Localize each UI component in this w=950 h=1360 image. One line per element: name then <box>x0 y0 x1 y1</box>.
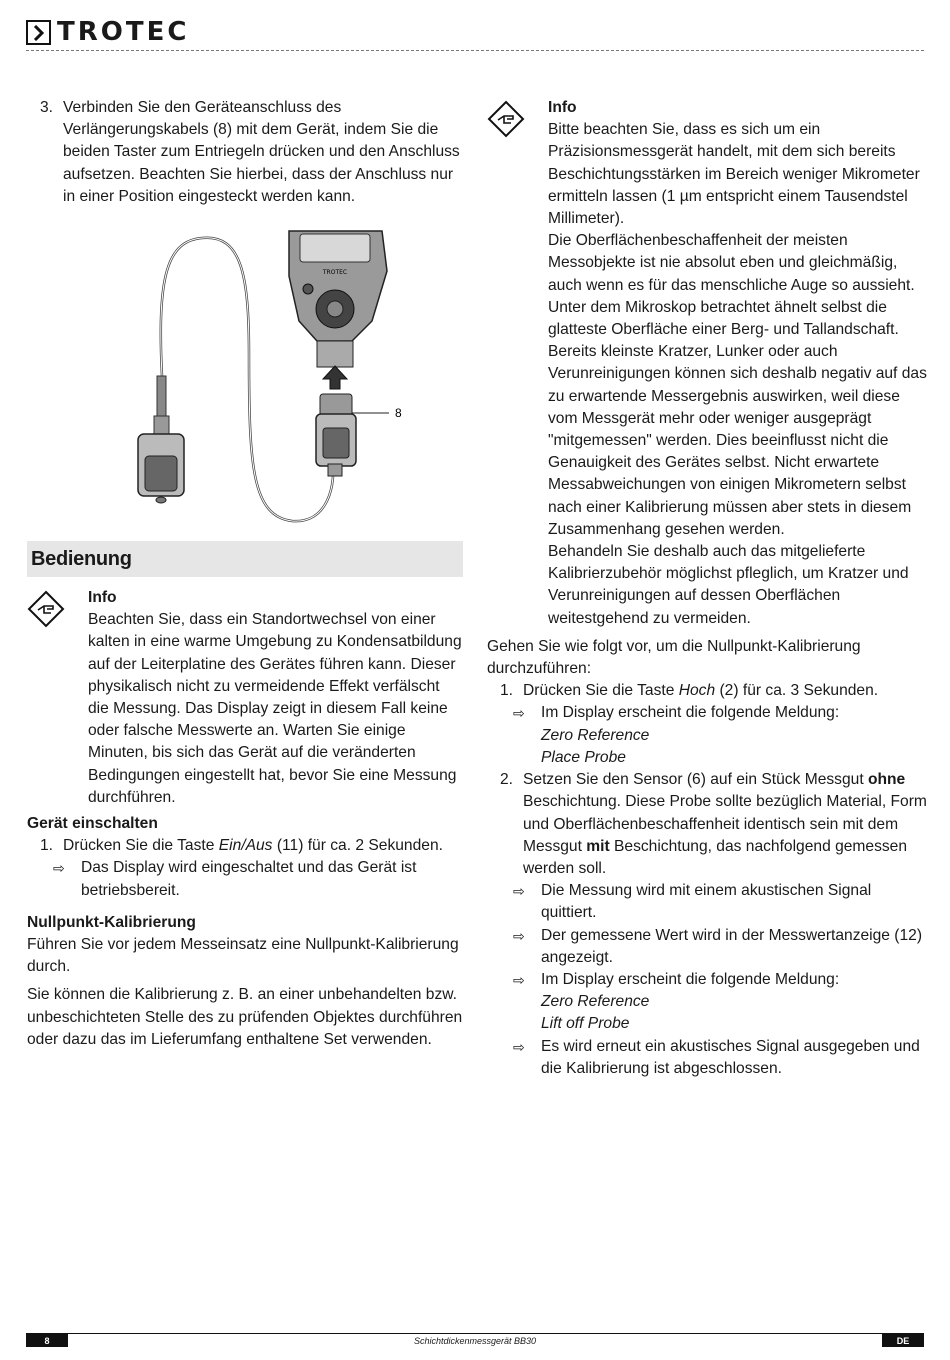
info-hand-icon <box>27 587 88 809</box>
step-power-on <box>27 835 463 857</box>
step-2 <box>487 769 927 880</box>
paragraph: Sie können die Kalibrierung z. B. an einer unbehandelten bzw. unbeschichteten Stelle des zu prüfenden Objektes durchführen oder dazu das im Lieferumfang enthaltene Set verwenden. <box>27 986 463 1048</box>
header-divider <box>26 50 924 51</box>
emphasis: ohne <box>867 771 906 789</box>
step-text: Beschichtung. Diese Probe sollte bezüglich Material, Form und Oberflächenbeschaffenheit identisch sein mit dem Messgut <box>523 793 927 855</box>
trotec-logo <box>26 17 190 47</box>
section-title-bedienung: Bedienung <box>27 541 463 577</box>
info-text: Behandeln Sie deshalb auch das mitgelieferte Kalibrierzubehör möglichst pfleglich, um Kratzer und Verunreinigungen auf dessen Oberflächen weitestgehend zu vermeiden. <box>548 543 909 627</box>
figure-callout-8: 8 <box>395 406 402 421</box>
step-text: Drücken Sie die Taste <box>523 682 679 700</box>
info-text: Beachten Sie, dass ein Standortwechsel von einer kalten in eine warme Umgebung zu Kondensatbildung auf der Leiterplatine des Gerätes führen kann. Dieser physikalisch nicht zu vermeidende Effekt verfälscht die Messung. Das Display zeigt in diesem Fall keine oder falsche Messwerte an. Warten Sie einige Minuten, bis sich das Gerät auf die veränderten Bedingungen eingestellt hat, bevor Sie eine Messung durchführen. <box>88 611 462 806</box>
page-number: 8 <box>26 1334 68 1347</box>
emphasis: mit <box>586 837 610 855</box>
info-box-condensation <box>27 587 463 809</box>
info-title: Info <box>548 99 577 116</box>
step-number: 1. <box>499 682 513 700</box>
step-text: Drücken Sie die Taste <box>63 837 219 855</box>
result-item <box>487 880 927 924</box>
result-item <box>487 702 927 769</box>
paragraph: Führen Sie vor jedem Messeinsatz eine Nullpunkt-Kalibrierung durch. <box>27 936 459 976</box>
logo-chevron-icon <box>26 20 51 45</box>
step-text: Beschichtung, das nachfolgend gemessen werden soll. <box>523 837 908 877</box>
step-text: Setzen Sie den Sensor (6) auf ein Stück Messgut <box>523 771 868 789</box>
arrow-right-icon: ⇨ <box>513 971 525 988</box>
display-message: Zero Reference <box>541 726 650 744</box>
result-item <box>487 1036 927 1080</box>
result-text: Der gemessene Wert wird in der Messwertanzeige (12) angezeigt. <box>541 926 923 966</box>
arrow-right-icon: ⇨ <box>53 860 65 877</box>
key-name: Hoch <box>678 682 716 700</box>
step-text: (11) für ca. 2 Sekunden. <box>272 837 443 855</box>
device-brand-text: TROTEC <box>322 269 348 277</box>
step-number: 3. <box>39 99 53 116</box>
result-text: Im Display erscheint die folgende Meldung: <box>541 704 840 722</box>
language-badge: DE <box>882 1334 924 1347</box>
display-message: Place Probe <box>541 748 626 766</box>
result-item <box>27 857 463 901</box>
step-text: (2) für ca. 3 Sekunden. <box>715 682 879 700</box>
step-3 <box>27 97 463 208</box>
arrow-right-icon: ⇨ <box>513 705 525 722</box>
info-text: Bitte beachten Sie, dass es sich um ein Präzisionsmessgerät handelt, mit dem sich bereits Beschichtungsstärken im Bereich weniger Mikrometer ermitteln lassen (1 µm entspricht einem Tausendstel Millimeter). <box>548 121 920 228</box>
paragraph-intro: Gehen Sie wie folgt vor, um die Nullpunkt-Kalibrierung durchzuführen: <box>487 637 861 678</box>
arrow-right-icon: ⇨ <box>513 1038 525 1055</box>
result-item <box>487 925 927 969</box>
info-box-precision <box>487 97 927 630</box>
result-text: Das Display wird eingeschaltet und das Gerät ist betriebsbereit. <box>81 859 417 899</box>
logo-wordmark: TROTEC <box>57 17 190 47</box>
result-text: Die Messung wird mit einem akustischen Signal quittiert. <box>541 882 872 922</box>
result-item <box>487 969 927 1036</box>
key-name: Ein/Aus <box>218 837 273 855</box>
right-column <box>487 97 927 1080</box>
extension-cable-figure <box>27 216 463 541</box>
step-number: 1. <box>39 837 53 855</box>
device-illustration <box>27 216 463 541</box>
display-message: Lift off Probe <box>541 1015 630 1033</box>
info-title: Info <box>88 589 117 607</box>
display-message: Zero Reference <box>541 993 650 1011</box>
footer-title: Schichtdickenmessgerät BB30 <box>413 1335 537 1346</box>
step-text: Verbinden Sie den Geräteanschluss des Verlängerungskabels (8) mit dem Gerät, indem Sie die beiden Taster zum Entriegeln drücken und den Anschluss aufsetzen. Beachten Sie hierbei, dass der Anschluss nur in einer Position eingesteckt werden kann. <box>63 99 460 205</box>
left-column <box>27 97 463 1051</box>
page-footer <box>26 1333 924 1347</box>
info-text: Die Oberflächenbeschaffenheit der meisten Messobjekte ist nie absolut eben und gleichmäßig, auch wenn es für das menschliche Auge so aussieht. Unter dem Mikroskop betrachtet ähnelt selbst die glatteste Oberfläche einer Berg- und Tallandschaft. Bereits kleinste Kratzer, Lunker oder auch Verunreinigungen können sich deshalb negativ auf das zu erwartende Messergebnis auswirken, weil diese vom Messgerät mehr oder weniger ausgeprägt "mitgemessen" werden. Dies beeinflusst nicht die Genauigkeit des Gerätes selbst. Nicht erwartete Messabweichungen von einigen Mikrometern selbst nach einer Kalibrierung müssen aber stets in diesem Zusammenhang gesehen werden. <box>548 232 927 538</box>
arrow-right-icon: ⇨ <box>513 883 525 900</box>
result-text: Es wird erneut ein akustisches Signal ausgegeben und die Kalibrierung ist abgeschlossen. <box>541 1037 920 1077</box>
arrow-right-icon: ⇨ <box>513 927 525 944</box>
result-text: Im Display erscheint die folgende Meldung: <box>541 970 840 988</box>
step-1 <box>487 680 927 702</box>
info-hand-icon <box>487 97 548 630</box>
step-number: 2. <box>499 771 513 789</box>
subhead-nullpunkt: Nullpunkt-Kalibrierung <box>27 913 196 931</box>
subhead-geraet-einschalten: Gerät einschalten <box>27 815 158 833</box>
